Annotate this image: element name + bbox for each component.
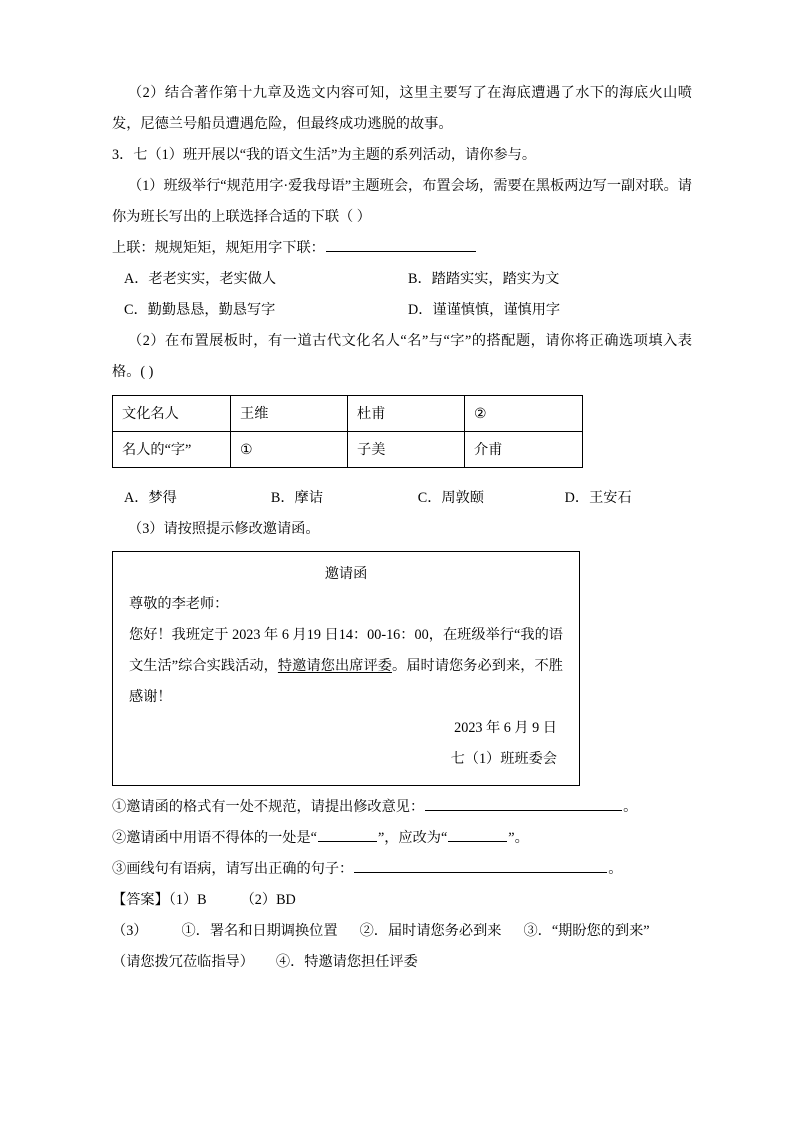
invitation-date: 2023 年 6 月 9 日 <box>454 720 557 736</box>
name-and-courtesy-table <box>112 395 583 468</box>
spacer <box>112 468 692 483</box>
task-1-text: ①邀请函的格式有一处不规范，请提出修改意见： <box>112 799 425 815</box>
table-cell: 子美 <box>348 432 465 468</box>
answer-header-line <box>112 885 692 916</box>
table-cell: 王维 <box>231 396 348 432</box>
answer-3-line-1 <box>112 916 692 947</box>
task-2-text-pre: ②邀请函中用语不得体的一处是“ <box>112 830 317 846</box>
task-2-text-post: ”。 <box>508 830 529 846</box>
task-3-suffix: 。 <box>608 861 623 877</box>
option-b[interactable]: B．摩诘 <box>270 490 323 506</box>
task-2-blank-1[interactable] <box>318 826 377 842</box>
answer-3-item-3-part2: （请您拨冗莅临指导） <box>112 954 254 970</box>
previous-answer-paragraph: （2）结合著作第十九章及选文内容可知，这里主要写了在海底遭遇了水下的海底火山喷发，尼德兰号船员遭遇危险，但最终成功逃脱的故事。 <box>112 85 692 132</box>
invitation-body <box>129 620 563 713</box>
invitation-signer: 七（1）班班委会 <box>450 751 557 767</box>
question-3-2-options-row <box>112 483 692 514</box>
answer-3-line-2 <box>112 947 692 978</box>
option-d[interactable]: D．谨谨慎慎，谨慎用字 <box>408 302 561 318</box>
task-1-blank[interactable] <box>425 795 622 811</box>
option-a[interactable]: A．老老实实，老实做人 <box>124 271 277 287</box>
question-3-1-options-row-2 <box>112 295 692 326</box>
option-c[interactable]: C．勤勤恳恳，勤恳写字 <box>124 302 276 318</box>
table-row <box>113 432 583 468</box>
table-cell: 杜甫 <box>348 396 465 432</box>
table-cell: 名人的“字” <box>113 432 231 468</box>
option-d[interactable]: D．王安石 <box>564 490 632 506</box>
answer-2: （2）BD <box>240 892 296 908</box>
answer-3-item-1: ①．署名和日期调换位置 <box>181 923 338 939</box>
invitation-salutation: 尊敬的李老师： <box>129 596 229 612</box>
invitation-body-part2: 。届时请您务必到来，不胜感谢！ <box>129 658 563 705</box>
table-row <box>113 396 583 432</box>
couplet-answer-blank[interactable] <box>326 236 476 252</box>
invitation-letter-box <box>112 551 580 786</box>
task-3-text: ③画线句有语病，请写出正确的句子： <box>112 861 354 877</box>
task-1-line <box>112 792 692 823</box>
table-cell: 介甫 <box>465 432 583 468</box>
task-1-suffix: 。 <box>623 799 638 815</box>
answer-3-item-3-part1: ③．“期盼您的到来” <box>523 923 650 939</box>
task-2-blank-2[interactable] <box>448 826 507 842</box>
answer-label: 【答案】 <box>112 892 169 908</box>
task-2-line <box>112 823 692 854</box>
option-b[interactable]: B．踏踏实实，踏实为文 <box>408 271 560 287</box>
answer-1: （1）B <box>168 892 207 908</box>
option-c[interactable]: C．周敦颐 <box>417 490 484 506</box>
question-3-1-options-row-1 <box>112 264 692 295</box>
question-3-1-stem: （1）班级举行“规范用字·爱我母语”主题班会，布置会场，需要在黑板两边写一副对联。请你为班长写出的上联选择合适的下联（ ） <box>112 178 692 225</box>
question-3-3-stem: （3）请按照提示修改邀请函。 <box>128 521 320 537</box>
table-cell: 文化名人 <box>113 396 231 432</box>
answer-3-item-2: ②．届时请您务必到来 <box>359 923 502 939</box>
invitation-underlined-phrase: 特邀请您出席评委 <box>277 658 392 674</box>
couplet-prompt-line <box>112 233 692 264</box>
couplet-prompt-text: 上联：规规矩矩，规矩用字下联： <box>112 240 325 256</box>
question-3-stem: 3．七（1）班开展以“我的语文生活”为主题的系列活动，请你参与。 <box>112 147 537 163</box>
option-a[interactable]: A．梦得 <box>124 490 177 506</box>
invitation-title: 邀请函 <box>324 566 368 582</box>
table-cell: ① <box>231 432 348 468</box>
answer-3-label: （3） <box>112 923 148 939</box>
answer-3-item-4: ④．特邀请您担任评委 <box>275 954 418 970</box>
document-body <box>112 78 692 978</box>
task-3-blank[interactable] <box>354 857 607 873</box>
task-2-text-mid: ”，应改为“ <box>377 830 448 846</box>
question-3-2-stem: （2）在布置展板时，有一道古代文化名人“名”与“字”的搭配题，请你将正确选项填入表格。( ) <box>112 333 692 380</box>
task-3-line <box>112 854 692 885</box>
invitation-body-part1: 您好！我班定于 2023 年 6 月19 日14：00-16：00，在班级举行“我的语文生活”综合实践活动， <box>129 627 563 674</box>
table-cell: ② <box>465 396 583 432</box>
